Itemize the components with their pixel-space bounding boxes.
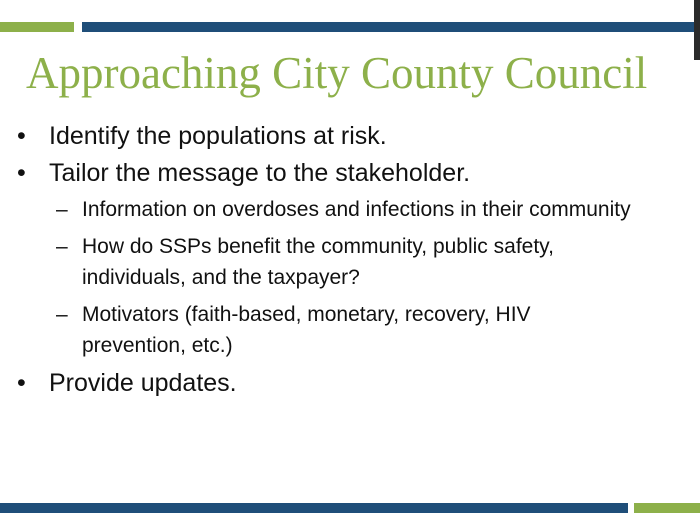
bullet-dot: •: [17, 159, 26, 187]
bullet-item-1: [0, 120, 700, 152]
bullet-item-2: [0, 157, 700, 189]
bullet-text: Provide updates.: [49, 369, 237, 397]
bullet-text: Tailor the message to the stakeholder.: [49, 159, 471, 187]
sub-text: Motivators (faith-based, monetary, recovery, HIV prevention, etc.): [82, 303, 531, 357]
sub-item-2: [0, 231, 700, 293]
bottom-green-accent-bar: [634, 503, 700, 513]
sub-item-3: [0, 299, 700, 361]
sub-dash: –: [56, 235, 68, 258]
sub-dash: –: [56, 303, 68, 326]
bottom-blue-accent-bar: [0, 503, 628, 513]
bullet-item-3: [0, 367, 700, 399]
sub-item-1: [0, 194, 700, 225]
bullet-text: Identify the populations at risk.: [49, 122, 387, 150]
sub-text: How do SSPs benefit the community, public safety, individuals, and the taxpayer?: [82, 235, 554, 289]
corner-edge-mark: [694, 0, 700, 60]
top-blue-accent-bar: [82, 22, 700, 32]
bullet-dot: •: [17, 122, 26, 150]
slide-title: Approaching City County Council: [26, 48, 648, 98]
slide-body: [0, 120, 700, 404]
sub-text: Information on overdoses and infections in their community: [82, 198, 631, 221]
bullet-dot: •: [17, 369, 26, 397]
top-green-accent-bar: [0, 22, 74, 32]
sub-dash: –: [56, 198, 68, 221]
sub-list: [0, 194, 700, 361]
